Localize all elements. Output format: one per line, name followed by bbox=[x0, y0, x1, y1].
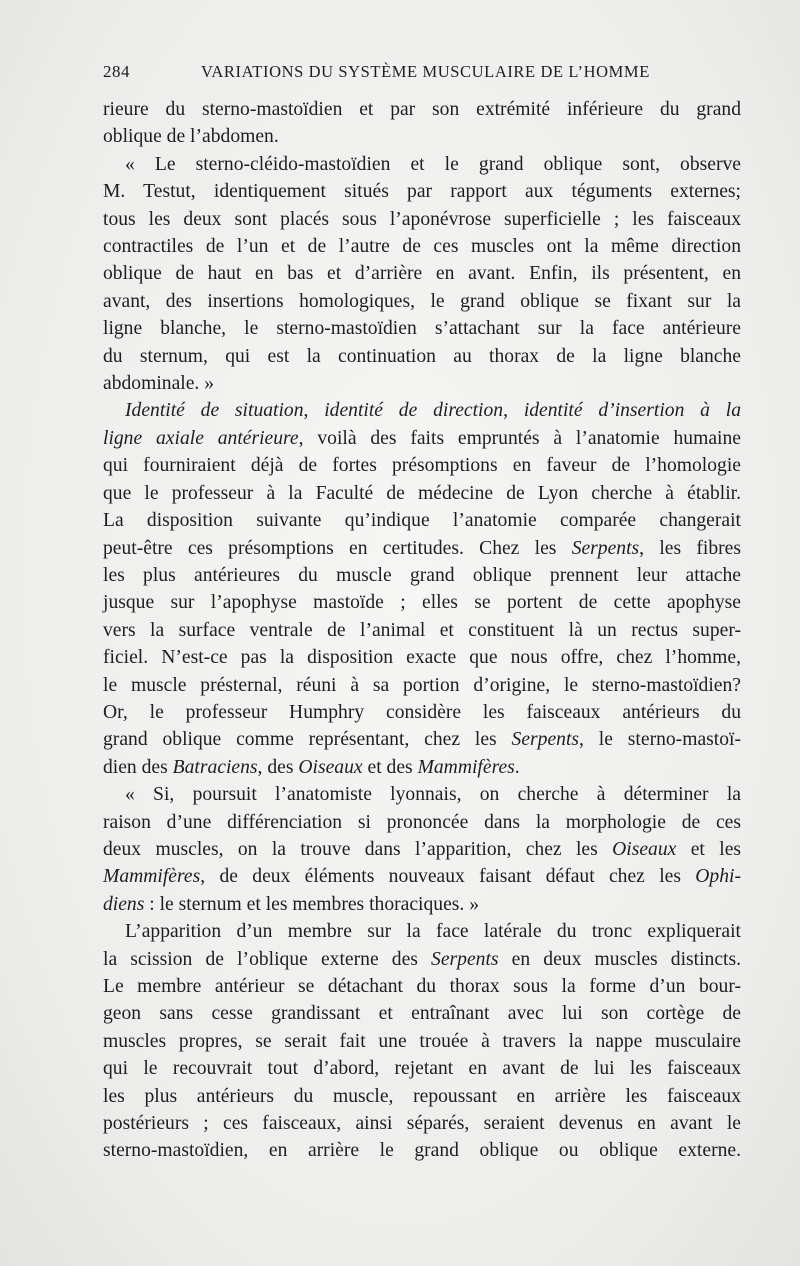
text-line: sterno-mastoïdien, en arrière le grand oblique ou oblique externe. bbox=[103, 1140, 741, 1162]
page-number: 284 bbox=[103, 62, 130, 81]
text-line: Identité de situation, identité de direction, identité d’insertion à la bbox=[125, 400, 741, 422]
text-line: rieure du sterno-mastoïdien et par son extrémité inférieure du grand bbox=[103, 99, 741, 120]
text-line: oblique de l’abdomen. bbox=[103, 126, 279, 148]
text-line: abdominale. » bbox=[103, 373, 214, 395]
text-line: contractiles de l’un et de l’autre de ces muscles ont la même direction bbox=[103, 236, 741, 258]
text-line: du sternum, qui est la continuation au thorax de la ligne blanche bbox=[103, 345, 741, 367]
text-line: tous les deux sont placés sous l’aponévrose superficielle ; les faisceaux bbox=[103, 208, 741, 230]
text-line: « Le sterno-cléido-mastoïdien et le grand oblique sont, observe bbox=[125, 153, 741, 175]
body-text bbox=[103, 96, 741, 1165]
text-line: oblique de haut en bas et d’arrière en avant. Enfin, ils présentent, en bbox=[103, 263, 741, 285]
text-line: que le professeur à la Faculté de médecine de Lyon cherche à établir. bbox=[103, 482, 741, 504]
text-line: L’apparition d’un membre sur la face latérale du tronc expliquerait bbox=[125, 921, 741, 943]
text-line: « Si, poursuit l’anatomiste lyonnais, on cherche à déterminer la bbox=[125, 784, 741, 806]
text-line: ligne blanche, le sterno-mastoïdien s’attachant sur la face antérieure bbox=[103, 318, 741, 340]
text-line: Or, le professeur Humphry considère les faisceaux antérieurs du bbox=[103, 701, 741, 723]
text-line: Mammifères, de deux éléments nouveaux faisant défaut chez les Ophi- bbox=[103, 866, 741, 888]
text-line: ligne axiale antérieure, voilà des faits empruntés à l’anatomie humaine bbox=[103, 427, 741, 449]
text-line: ficiel. N’est-ce pas la disposition exacte que nous offre, chez l’homme, bbox=[103, 647, 741, 669]
text-line: deux muscles, on la trouve dans l’apparition, chez les Oiseaux et les bbox=[103, 838, 742, 860]
running-title: VARIATIONS DU SYSTÈME MUSCULAIRE DE L’HOMME bbox=[201, 62, 650, 81]
text-line: les plus antérieures du muscle grand oblique prennent leur attache bbox=[103, 564, 741, 586]
text-line: vers la surface ventrale de l’animal et constituent là un rectus super- bbox=[103, 619, 741, 641]
text-line: M. Testut, identiquement situés par rapport aux téguments externes; bbox=[103, 181, 741, 203]
text-line: Le membre antérieur se détachant du thorax sous la forme d’un bour- bbox=[103, 976, 741, 997]
text-line: le muscle présternal, réuni à sa portion d’origine, le sterno-mastoïdien? bbox=[103, 674, 741, 696]
text-line: muscles propres, se serait fait une trouée à travers la nappe musculaire bbox=[103, 1030, 741, 1052]
text-line: postérieurs ; ces faisceaux, ainsi séparés, seraient devenus en avant le bbox=[103, 1113, 741, 1135]
text-line: peut-être ces présomptions en certitudes. Chez les Serpents, les fibres bbox=[103, 537, 741, 559]
text-line: La disposition suivante qu’indique l’anatomie comparée changerait bbox=[103, 510, 741, 532]
text-line: raison d’une différenciation si prononcée dans la morphologie de ces bbox=[103, 811, 741, 833]
text-line: diens : le sternum et les membres thoraciques. » bbox=[103, 893, 479, 915]
text-line: qui fourniraient déjà de fortes présomptions en faveur de l’homologie bbox=[103, 455, 741, 477]
text-line: dien des Batraciens, des Oiseaux et des Mammifères. bbox=[103, 756, 520, 778]
text-line: qui le recouvrait tout d’abord, rejetant en avant de lui les faisceaux bbox=[103, 1058, 741, 1080]
text-line: la scission de l’oblique externe des Serpents en deux muscles distincts. bbox=[103, 948, 742, 970]
text-line: les plus antérieurs du muscle, repoussant en arrière les faisceaux bbox=[103, 1085, 741, 1107]
text-line: geon sans cesse grandissant et entraînant avec lui son cortège de bbox=[103, 1003, 741, 1025]
text-line: avant, des insertions homologiques, le grand oblique se fixant sur la bbox=[103, 290, 741, 312]
text-line: jusque sur l’apophyse mastoïde ; elles se portent de cette apophyse bbox=[103, 592, 741, 614]
text-line: grand oblique comme représentant, chez les Serpents, le sterno-mastoï- bbox=[103, 729, 741, 751]
page-header bbox=[103, 62, 748, 86]
